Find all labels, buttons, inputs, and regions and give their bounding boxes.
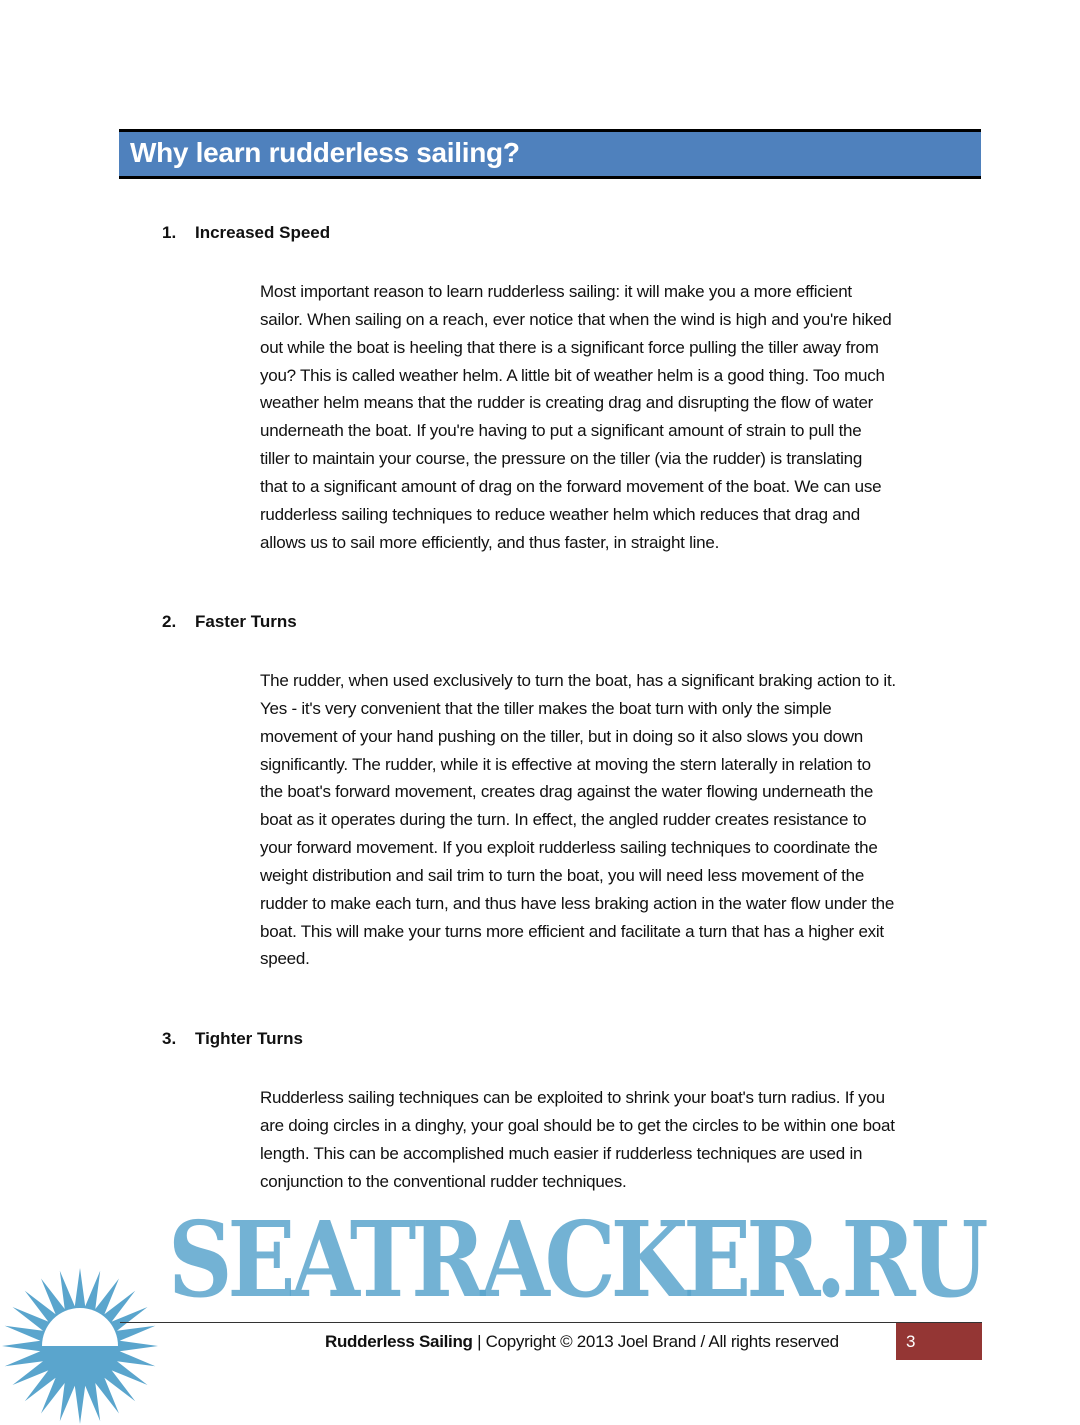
paragraph-line: that to a significant amount of drag on the forward movement of the boat. We can use [260,476,882,496]
paragraph-line: out while the boat is heeling that there is a significant force pulling the tiller away from [260,337,879,357]
footer-doc-title: Rudderless Sailing [325,1332,473,1351]
section-paragraph [260,667,896,973]
section-heading [162,223,330,243]
paragraph-line: Rudderless sailing techniques can be exploited to shrink your boat's turn radius. If you [260,1088,885,1107]
section-title: Tighter Turns [195,1029,303,1048]
paragraph-line: weight distribution and sail trim to turn the boat, you will need less movement of the [260,865,865,885]
section-paragraph [260,278,891,556]
paragraph-line: speed. [260,949,310,969]
section-heading [162,1029,303,1049]
watermark-text: SEATRACKER.RU [168,1198,984,1321]
paragraph-line: Most important reason to learn rudderless sailing: it will make you a more efficient [260,282,852,301]
page-number-box [896,1323,982,1360]
paragraph-line: underneath the boat. If you're having to put a significant amount of strain to pull the [260,421,862,441]
paragraph-line: are doing circles in a dinghy, your goal should be to get the circles to be within one boat [260,1115,895,1135]
paragraph-line: conjunction to the conventional rudder techniques. [260,1171,627,1191]
section-title: Faster Turns [195,612,297,631]
paragraph-line: you? This is called weather helm. A little bit of weather helm is a good thing. Too much [260,365,885,385]
footer-separator: | [472,1332,486,1351]
paragraph-line: The rudder, when used exclusively to turn the boat, has a significant braking action to it. [260,671,896,690]
section-heading [162,612,297,632]
paragraph-line: significantly. The rudder, while it is effective at moving the stern laterally in relation to [260,754,871,774]
paragraph-line: tiller to maintain your course, the pressure on the tiller (via the rudder) is translating [260,449,863,469]
page-title: Why learn rudderless sailing? [130,137,520,168]
page-number: 3 [906,1332,916,1351]
paragraph-line: weather helm means that the rudder is creating drag and disrupting the flow of water [260,393,874,413]
paragraph-line: boat. This will make your turns more efficient and facilitate a turn that has a higher exit [260,921,884,941]
section-number: 1. [162,223,177,242]
paragraph-line: boat as it operates during the turn. In effect, the angled rudder creates resistance to [260,810,867,830]
section-paragraph [260,1084,895,1195]
paragraph-line: movement of your hand pushing on the tiller, but in doing so it also slows you down [260,726,863,746]
section-header-bar [119,129,981,179]
paragraph-line: your forward movement. If you exploit rudderless sailing techniques to coordinate the [260,838,878,858]
paragraph-line: length. This can be accomplished much easier if rudderless techniques are used in [260,1143,863,1163]
section-number: 2. [162,612,177,631]
paragraph-line: the boat's forward movement, creates drag against the water flowing underneath the [260,782,874,802]
paragraph-line: rudder to make each turn, and thus have less braking action in the water flow under the [260,893,895,913]
paragraph-line: Yes - it's very convenient that the tiller makes the boat turn with only the simple [260,698,832,718]
footer-divider [120,1322,982,1323]
section-title: Increased Speed [195,223,331,242]
section-number: 3. [162,1029,177,1048]
sun-watermark-icon [0,1268,160,1424]
paragraph-line: allows us to sail more efficiently, and thus faster, in straight line. [260,532,720,552]
paragraph-line: sailor. When sailing on a reach, ever notice that when the wind is high and you're hiked [260,309,892,329]
footer-copyright: Copyright © 2013 Joel Brand / All rights reserved [485,1332,839,1351]
footer-text [325,1332,839,1352]
paragraph-line: rudderless sailing techniques to reduce weather helm which reduces that drag and [260,504,860,524]
